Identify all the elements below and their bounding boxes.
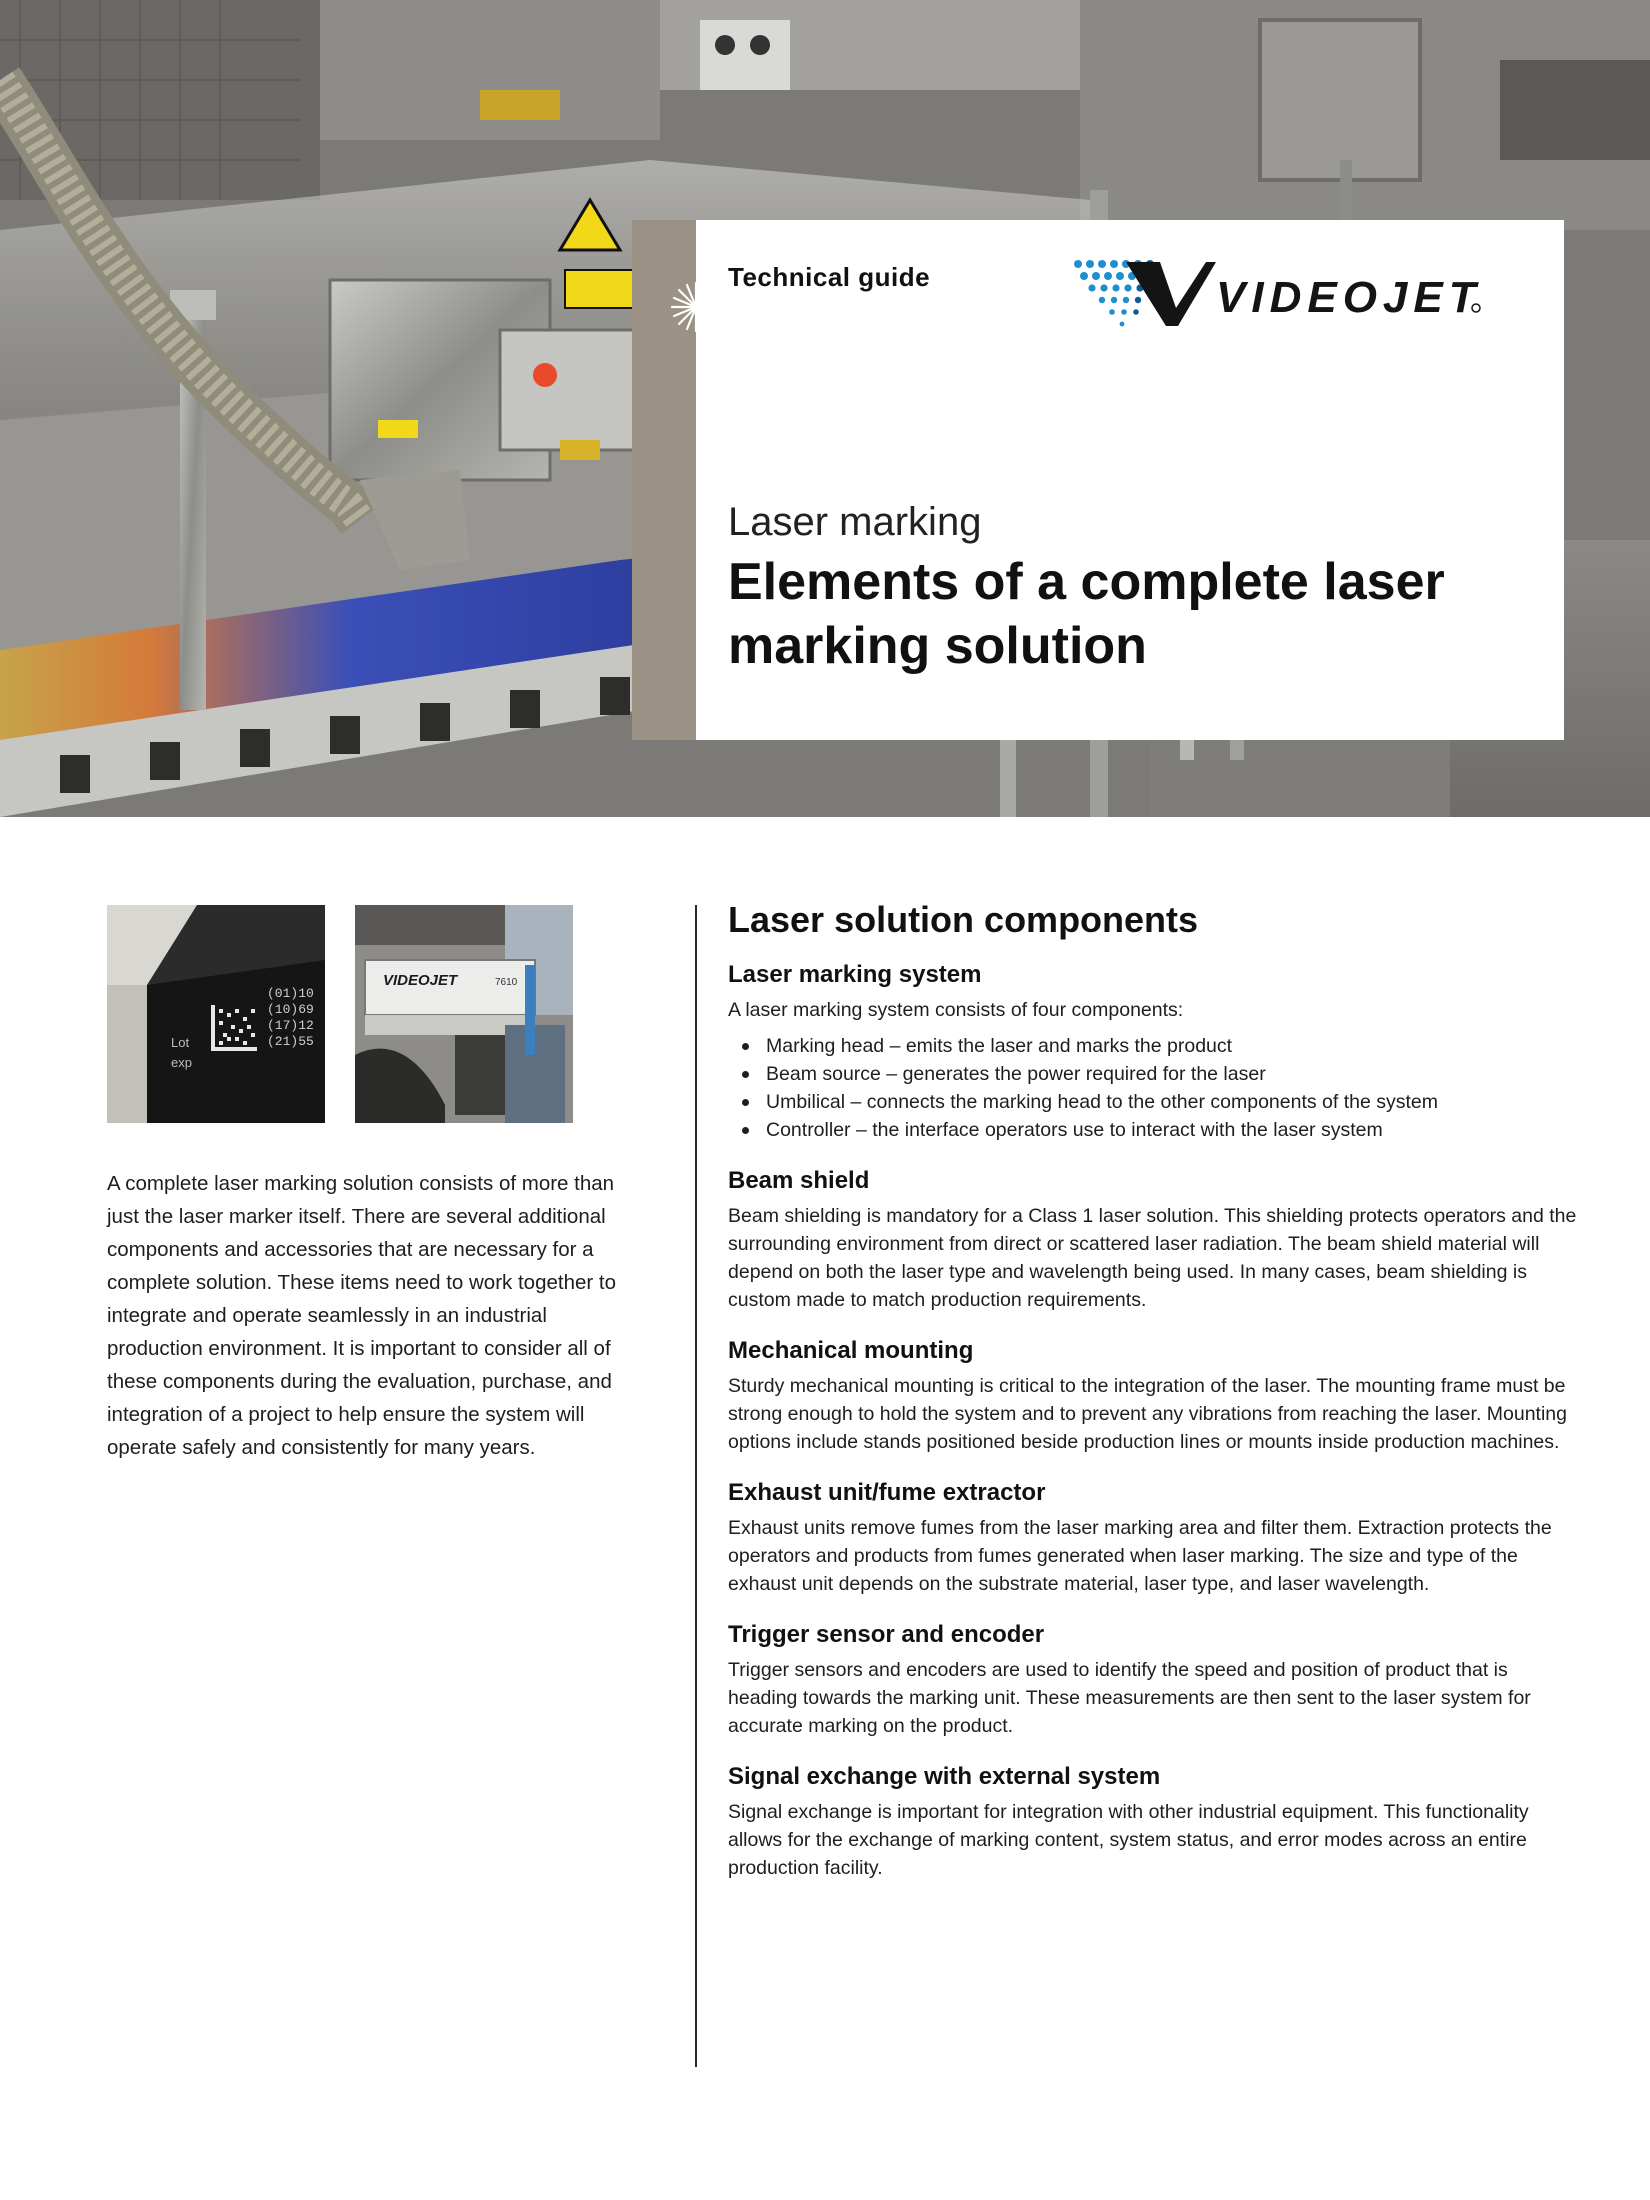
component-heading: Exhaust unit/fume extractor xyxy=(728,1479,1046,1506)
subject-label: Laser marking xyxy=(728,500,982,544)
component-trigger-sensor xyxy=(728,1618,1578,1740)
list-item: Umbilical – connects the marking head to the other components of the system xyxy=(728,1088,1578,1116)
component-heading: Laser marking system xyxy=(728,961,982,988)
thumb-brand: VIDEOJET xyxy=(383,972,458,989)
code-line-1: (01)10 xyxy=(267,986,314,1001)
component-body: Signal exchange is important for integration with other industrial equipment. This functionality allows for the exchange of marking content, system status, and error modes across an entire production facility. xyxy=(728,1801,1529,1879)
title-accent-bar xyxy=(632,220,696,740)
component-heading: Signal exchange with external system xyxy=(728,1763,1161,1790)
doc-type-label: Technical guide xyxy=(728,262,931,292)
component-body: Beam shielding is mandatory for a Class 1 laser solution. This shielding protects operators and the surrounding environment from direct or scattered laser radiation. The beam shield material will depend on both the laser type and wavelength being used. In many cases, beam shielding is custom made to match production requirements. xyxy=(728,1205,1577,1311)
component-body: A laser marking system consists of four components: xyxy=(728,999,1184,1021)
thumbnail-coded-package xyxy=(107,905,325,1123)
exp-label: exp xyxy=(171,1055,192,1070)
component-signal-exchange xyxy=(728,1760,1578,1882)
thumb-model: 7610 xyxy=(495,977,518,988)
section-title: Laser solution components xyxy=(728,899,1199,940)
component-heading: Mechanical mounting xyxy=(728,1337,974,1364)
list-item: Beam source – generates the power required for the laser xyxy=(728,1060,1578,1088)
column-divider xyxy=(695,905,697,2067)
thumbnail-laser-machine xyxy=(355,905,573,1123)
lot-label: Lot xyxy=(171,1035,190,1050)
component-body: Exhaust units remove fumes from the laser marking area and filter them. Extraction protects the operators and products from fumes generated when laser marking. The size and type of the exhaust unit depends on the substrate material, laser type, and laser wavelength. xyxy=(728,1517,1552,1595)
component-body: Trigger sensors and encoders are used to identify the speed and position of product that is heading towards the marking unit. These measurements are then sent to the laser system for accurate marking on the product. xyxy=(728,1659,1531,1737)
component-exhaust-unit xyxy=(728,1476,1578,1598)
component-bullet-list xyxy=(728,1032,1578,1144)
list-item: Marking head – emits the laser and marks the product xyxy=(728,1032,1578,1060)
component-heading: Beam shield xyxy=(728,1167,870,1194)
component-beam-shield xyxy=(728,1164,1578,1314)
title-panel xyxy=(696,220,1564,740)
intro-paragraph: A complete laser marking solution consists of more than just the laser marker itself. There are several additional components and accessories that are necessary for a complete solution. These items need to work together to integrate and operate seamlessly in an industrial production environment. It is important to consider all of these components during the evaluation, purchase, and integration of a project to help ensure the system will operate safely and consistently for many years. xyxy=(107,1172,616,1459)
components-section xyxy=(728,896,1578,1902)
title-card xyxy=(632,220,1564,740)
component-heading: Trigger sensor and encoder xyxy=(728,1621,1045,1648)
component-body: Sturdy mechanical mounting is critical to the integration of the laser. The mounting frame must be strong enough to hold the system and to prevent any vibrations from reaching the laser. Mounting options include stands positioned beside production lines or mounts inside production machines. xyxy=(728,1375,1567,1453)
component-mechanical-mounting xyxy=(728,1334,1578,1456)
code-line-4: (21)55 xyxy=(267,1034,314,1049)
code-line-3: (17)12 xyxy=(267,1018,314,1033)
videojet-logo xyxy=(1066,250,1486,340)
code-line-2: (10)69 xyxy=(267,1002,314,1017)
svg-text:VIDEOJET: VIDEOJET xyxy=(1216,273,1482,322)
list-item: Controller – the interface operators use to interact with the laser system xyxy=(728,1116,1578,1144)
page-title: Elements of a complete laser marking solution xyxy=(728,553,1445,675)
component-laser-marking-system xyxy=(728,958,1578,1144)
